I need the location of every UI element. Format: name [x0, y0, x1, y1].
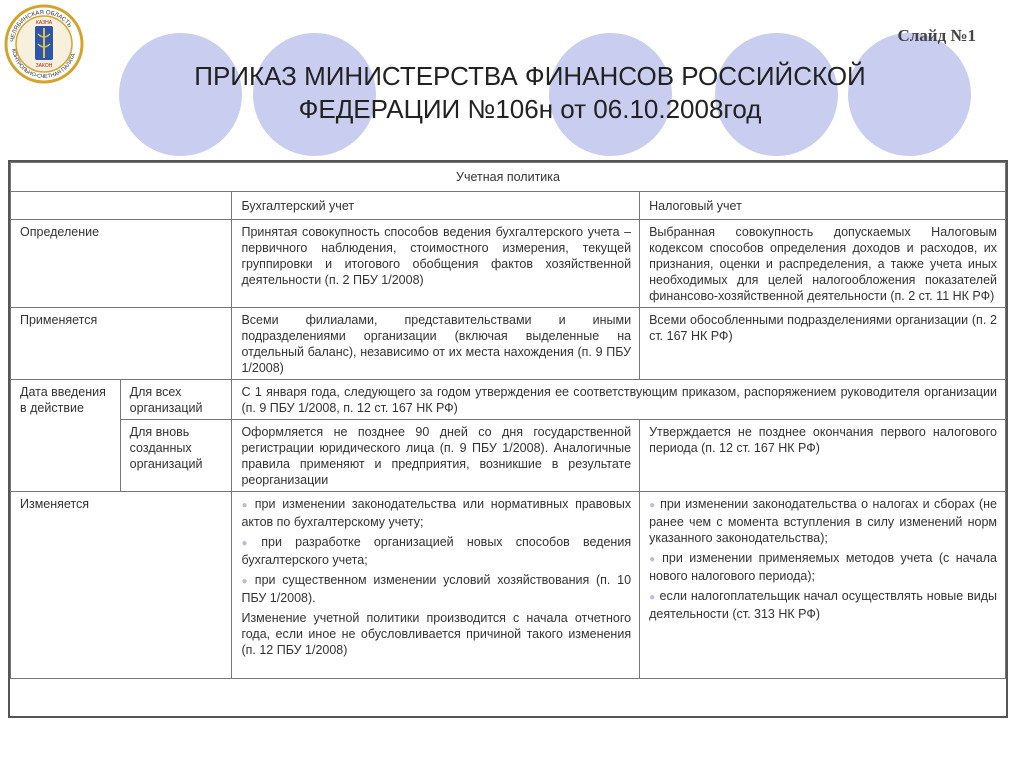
bullet-icon: ● [241, 500, 251, 511]
bullet-icon: ● [241, 538, 258, 549]
intro-new-tax: Утверждается не позднее окончания первого налогового периода (п. 12 ст. 167 НК РФ) [640, 420, 1006, 492]
applied-tax: Всеми обособленными подразделениями организации (п. 2 ст. 167 НК РФ) [640, 308, 1006, 380]
row-label-applied: Применяется [11, 308, 232, 380]
bullet-icon: ● [241, 576, 251, 587]
bullet-icon: ● [649, 500, 657, 511]
changed-tax [640, 492, 1006, 679]
applied-accounting: Всеми филиалами, представительствами и иными подразделениями организации (включая выделенные на отдельный баланс), независимо от их места нахождения (п. 9 ПБУ 1/2008) [232, 308, 640, 380]
table-row [11, 492, 1006, 679]
row-label-changed: Изменяется [11, 492, 232, 679]
row-label-definition: Определение [11, 220, 232, 308]
logo-text-top: ЧЕЛЯБИНСКАЯ ОБЛАСТЬ [10, 9, 73, 43]
definition-tax: Выбранная совокупность допускаемых Налоговым кодексом способов определения доходов и расходов, их признания, оценки и распределения, а также учета иных необходимых для целей налогообложения показателей финансово-хозяйственной деятельности (п. 2 ст. 11 НК РФ) [640, 220, 1006, 308]
table-row [11, 420, 1006, 492]
intro-all-text: С 1 января года, следующего за годом утверждения ее соответствующим приказом, распоряжением руководителя организации (п. 9 ПБУ 1/2008, п. 12 ст. 167 НК РФ) [232, 380, 1006, 420]
bullet-icon: ● [649, 554, 659, 565]
slide-number: Слайд №1 [897, 26, 976, 45]
intro-new-label: Для вновь созданных организаций [120, 420, 232, 492]
logo-text-center-2: ЗАКОН [35, 63, 53, 69]
table-row [11, 308, 1006, 380]
policy-table [8, 160, 1008, 718]
definition-accounting: Принятая совокупность способов ведения бухгалтерского учета – первичного наблюдения, стоимостного измерения, текущей группировки и итогового обобщения фактов хозяйственной деятельности (п. 2 ПБУ 1/2008) [232, 220, 640, 308]
list-item: ● при изменении законодательства о налогах и сборах (не ранее чем с момента вступления в силу изменений норм указанного законодательства); [649, 497, 997, 545]
page-title: ПРИКАЗ МИНИСТЕРСТВА ФИНАНСОВ РОССИЙСКОЙ ФЕДЕРАЦИИ №106н от 06.10.2008год [194, 61, 866, 124]
emblem-logo-icon [4, 4, 84, 84]
list-item: ● при существенном изменении условий хозяйствования (п. 10 ПБУ 1/2008). [241, 573, 632, 605]
header-empty-cell [11, 192, 232, 220]
changed-accounting-note: Изменение учетной политики производится с начала отчетного года, если иное не обусловливается причиной такого изменения (п. 12 ПБУ 1/2008) [241, 611, 632, 657]
list-item: ● если налогоплательщик начал осуществлять новые виды деятельности (ст. 313 НК РФ) [649, 589, 997, 621]
table-row [11, 380, 1006, 420]
intro-all-label: Для всех организаций [120, 380, 232, 420]
table-row [11, 220, 1006, 308]
logo-text-center-1: КАЗНА [35, 20, 53, 26]
list-item: ● при изменении законодательства или нормативных правовых актов по бухгалтерскому учету; [241, 497, 632, 529]
row-label-intro: Дата введения в действие [11, 380, 121, 492]
bullet-icon: ● [649, 592, 656, 603]
list-item: ● при разработке организацией новых способов ведения бухгалтерского учета; [241, 535, 632, 567]
table-header: Учетная политика [11, 163, 1006, 192]
changed-accounting [232, 492, 640, 679]
intro-new-accounting: Оформляется не позднее 90 дней со дня государственной регистрации юридического лица (п. 9 ПБУ 1/2008). Аналогичные правила применяют и предприятия, возникшие в результате реорганизации [232, 420, 640, 492]
logo-text-bottom: КОНТРОЛЬНО-СЧЕТНАЯ ПАЛАТА [10, 48, 77, 81]
column-header-tax: Налоговый учет [640, 192, 1006, 220]
column-header-accounting: Бухгалтерский учет [232, 192, 640, 220]
list-item: ● при изменении применяемых методов учета (с начала нового налогового периода); [649, 551, 997, 583]
